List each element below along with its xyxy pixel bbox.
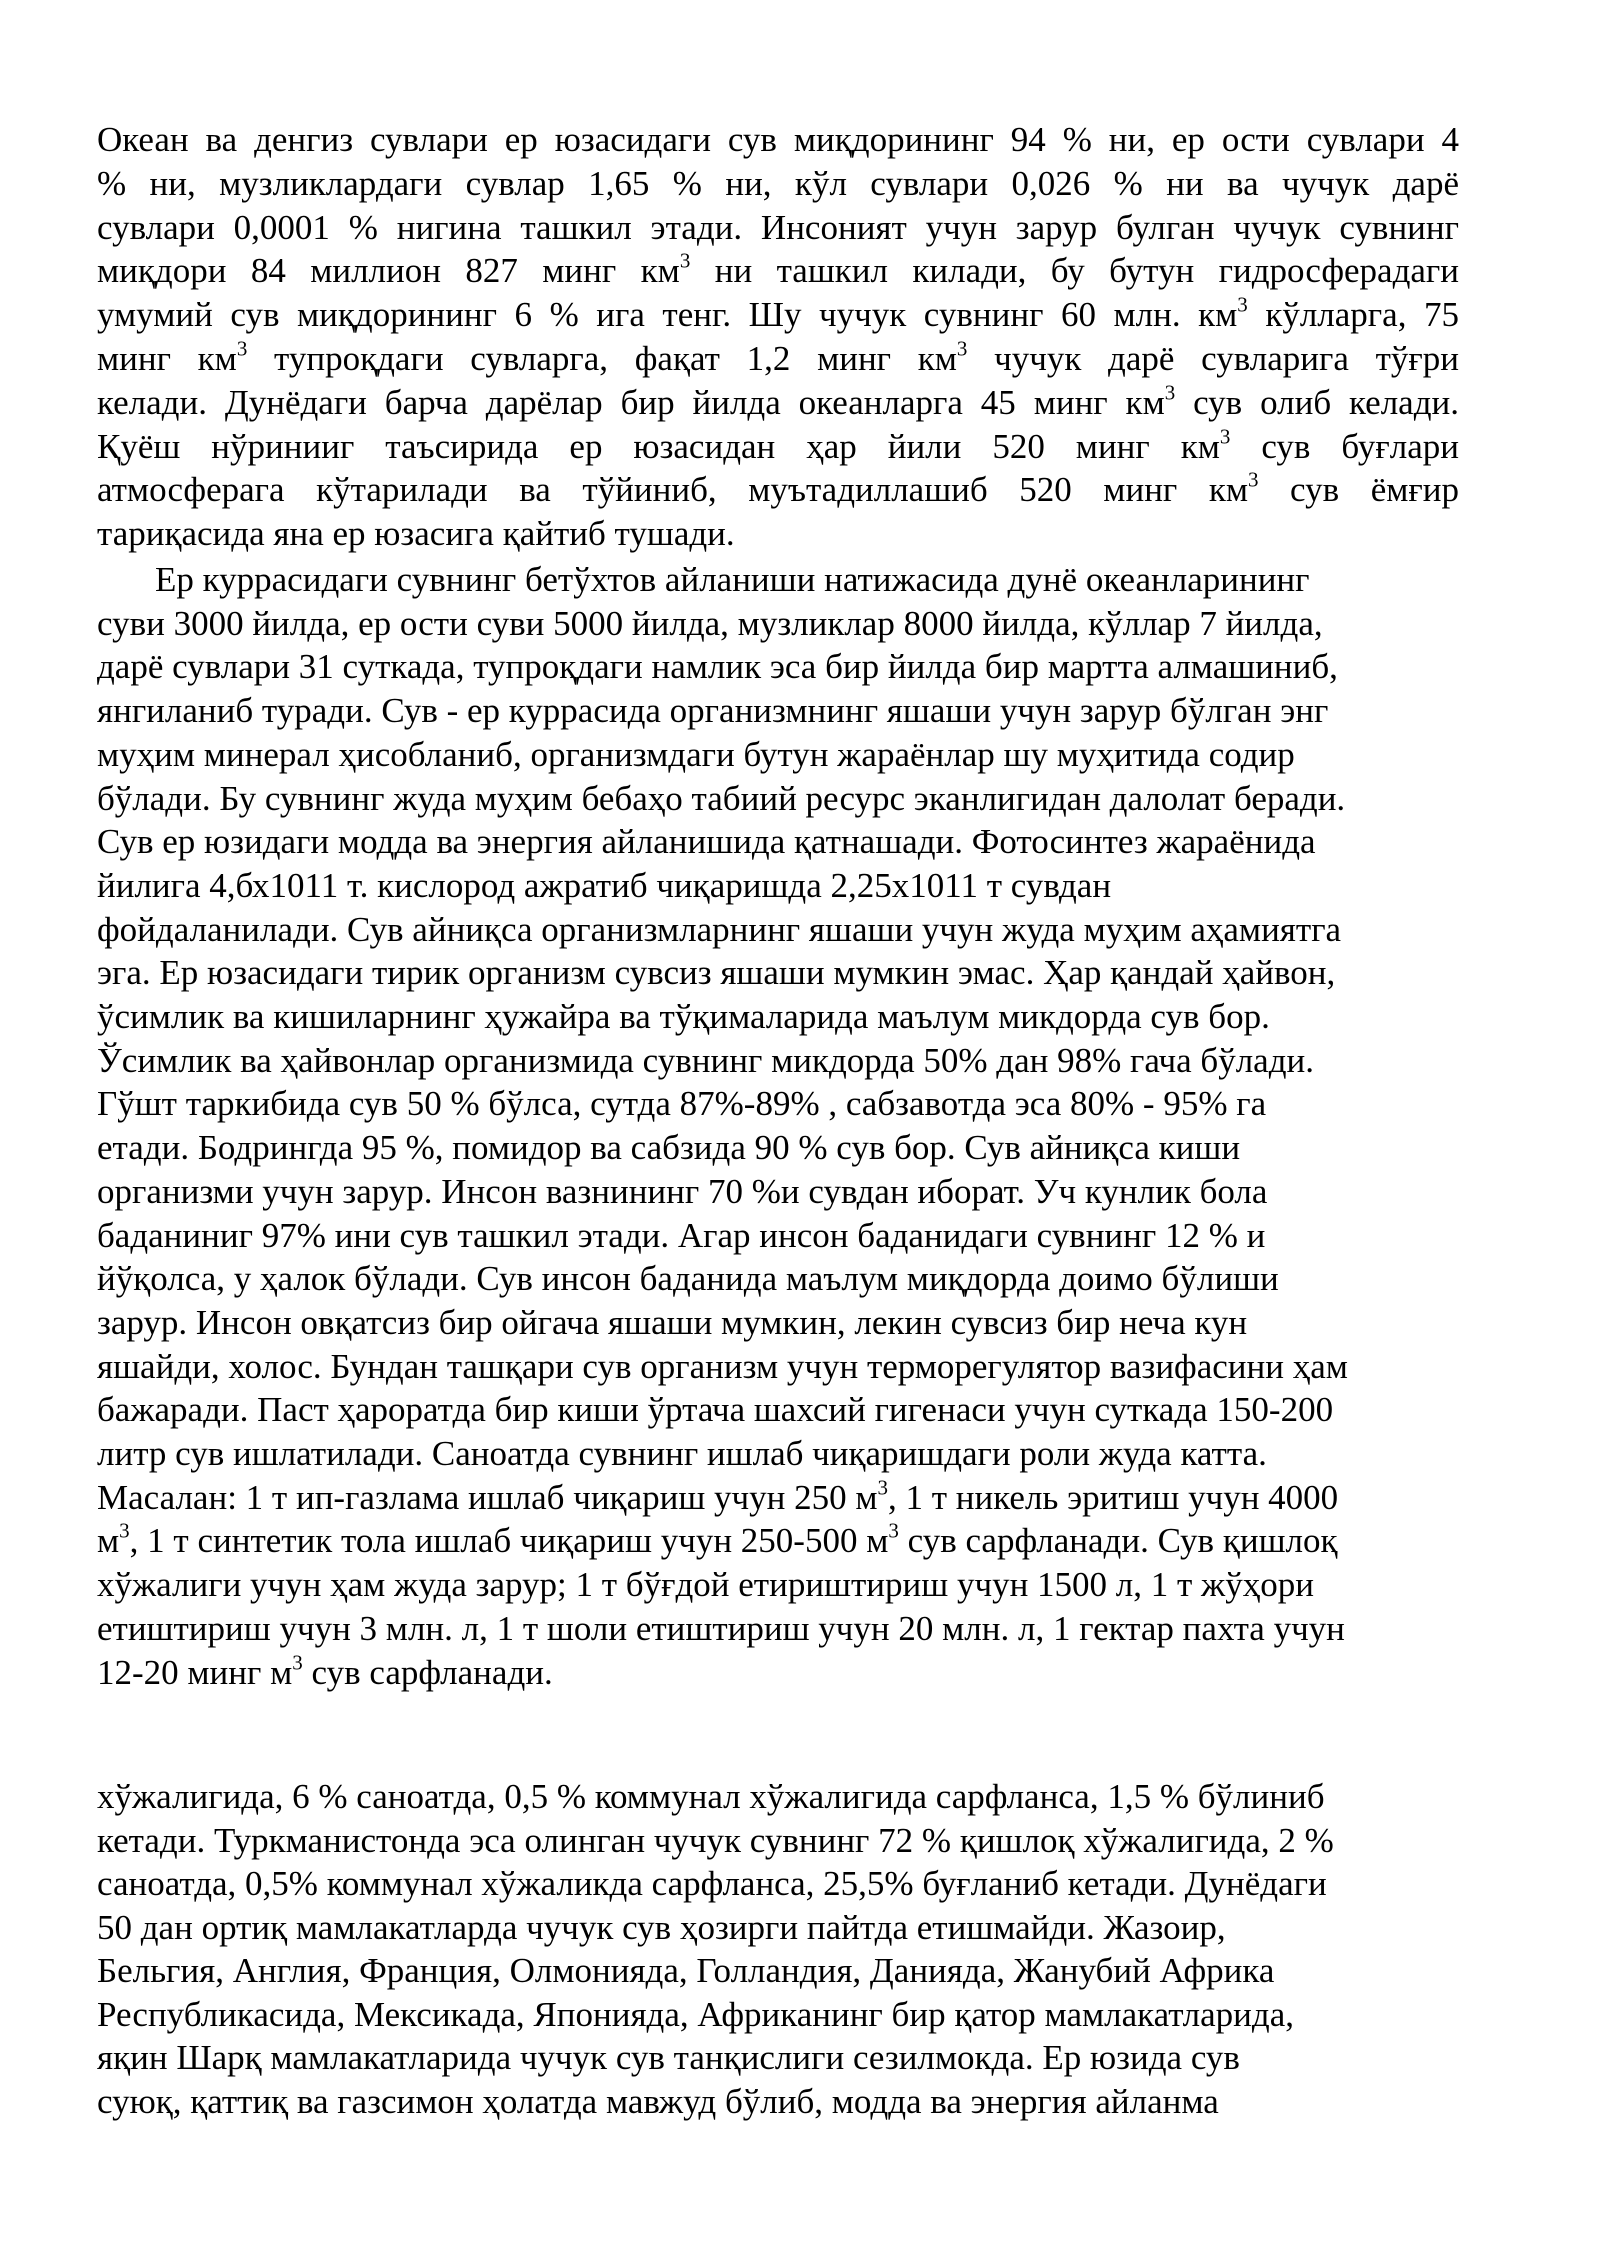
text-line (97, 602, 1459, 646)
text-line (97, 1651, 1459, 1695)
superscript: 3 (1248, 467, 1259, 492)
text-segment: йўқолса, у ҳалок бўлади. Сув инсон баданида маълум миқдорда доимо бўлиши (97, 1259, 1279, 1299)
text-line (97, 162, 1459, 206)
superscript: 3 (236, 336, 248, 361)
superscript: 3 (292, 1649, 303, 1674)
text-line (97, 951, 1459, 995)
text-line (97, 249, 1459, 293)
text-segment: ни ташкил килади, бу бутун гидросферадаги (690, 251, 1460, 291)
text-segment: зарур. Инсон овқатсиз бир ойгача яшаши мумкин, лекин сувсиз бир неча кун (97, 1302, 1248, 1342)
text-line (97, 1993, 1459, 2037)
superscript: 3 (679, 248, 691, 273)
text-line (97, 512, 1459, 556)
text-segment: м (97, 1521, 120, 1561)
text-line (97, 337, 1459, 381)
text-line (97, 1476, 1459, 1520)
text-line (97, 1214, 1459, 1258)
text-line (97, 1819, 1459, 1863)
text-segment: суюқ, қаттиқ ва газсимон ҳолатда мавжуд бўлиб, модда ва энергия айланма (97, 2081, 1219, 2121)
text-segment: Гўшт таркибида сув 50 % бўлса, сутда 87%-89% , сабзавотда эса 80% - 95% га (97, 1084, 1267, 1124)
superscript: 3 (119, 1518, 130, 1543)
text-line (97, 908, 1459, 952)
text-line (97, 1519, 1459, 1563)
text-segment: хўжалигида, 6 % саноатда, 0,5 % коммунал хўжалигида сарфланса, 1,5 % бўлиниб (97, 1777, 1325, 1816)
text-line (97, 1257, 1459, 1301)
text-segment: ўсимлик ва кишиларнинг ҳужайра ва тўқималарида маълум микдорда сув бор. (97, 997, 1270, 1037)
text-segment: Ер куррасидаги сувнинг бетўхтов айланиши натижасида дунё океанларининг (155, 560, 1310, 599)
text-line (97, 1563, 1459, 1607)
text-line (97, 1126, 1459, 1170)
text-line (97, 733, 1459, 777)
text-line (97, 425, 1459, 469)
text-segment: бўлади. Бу сувнинг жуда муҳим бебаҳо табиий ресурс эканлигидан далолат беради. (97, 778, 1346, 818)
text-segment: йилига 4,бх1011 т. кислород ажратиб чиқаришда 2,25х1011 т сувдан (97, 865, 1112, 905)
superscript: 3 (1219, 423, 1231, 448)
text-line (97, 2036, 1459, 2080)
text-segment: сув сарфланади. (302, 1652, 553, 1692)
text-line (97, 1082, 1459, 1126)
superscript: 3 (1164, 380, 1176, 405)
text-line (97, 293, 1459, 337)
text-segment: литр сув ишлатилади. Саноатда сувнинг ишлаб чиқаришдаги роли жуда катта. (97, 1434, 1267, 1474)
text-segment: сув ёмғир (1258, 470, 1459, 510)
text-line (97, 381, 1459, 425)
text-segment: Масалан: 1 т ип-газлама ишлаб чиқариш учун 250 м (97, 1477, 878, 1517)
text-segment: тариқасида яна ер юзасига қайтиб тушади. (97, 514, 735, 554)
text-line (97, 1607, 1459, 1651)
text-segment: эга. Ер юзасидаги тирик организм сувсиз яшаши мумкин эмас. Ҳар қандай ҳайвон, (97, 953, 1336, 993)
text-line (97, 689, 1459, 733)
text-line (97, 1301, 1459, 1345)
text-segment: Қуёш нўринииг таъсирида ер юзасидан ҳар йили 520 минг км (97, 426, 1220, 466)
superscript: 3 (956, 336, 968, 361)
text-segment: , 1 т никель эритиш учун 4000 (888, 1477, 1339, 1517)
text-segment: минг км (97, 338, 237, 378)
text-segment: етиштириш учун 3 млн. л, 1 т шоли етиштириш учун 20 млн. л, 1 гектар пахта учун (97, 1608, 1345, 1648)
text-line (97, 1345, 1459, 1389)
paragraph-2 (97, 558, 1459, 1694)
text-segment: Республикасида, Мексикада, Японияда, Африканинг бир қатор мамлакатларида, (97, 1994, 1294, 2034)
text-segment: Океан ва денгиз сувлари ер юзасидаги сув миқдорининг 94 % ни, ер ости сувлари 4 (97, 120, 1459, 159)
superscript: 3 (877, 1475, 889, 1500)
text-segment: миқдори 84 миллион 827 минг км (97, 251, 680, 291)
text-segment: сув сарфланади. Сув қишлоқ (898, 1521, 1338, 1561)
text-segment: етади. Бодрингда 95 %, помидор ва сабзида 90 % сув бор. Сув айниқса киши (97, 1128, 1241, 1168)
text-line (97, 1862, 1459, 1906)
superscript: 3 (888, 1518, 899, 1543)
text-segment: умумий сув миқдорининг 6 % ига тенг. Шу чучук сувнинг 60 млн. км (97, 295, 1238, 335)
text-line (97, 645, 1459, 689)
text-line (97, 1388, 1459, 1432)
text-segment: Сув ер юзидаги модда ва энергия айланишида қатнашади. Фотосинтез жараёнида (97, 822, 1316, 862)
text-segment: сувлари 0,0001 % нигина ташкил этади. Инсоният учун зарур булган чучук сувнинг (97, 207, 1459, 247)
paragraph-3 (97, 1775, 1459, 2123)
text-segment: сув олиб келади. (1175, 382, 1459, 422)
text-segment: хўжалиги учун ҳам жуда зарур; 1 т бўғдой етириштириш учун 1500 л, 1 т жўҳори (97, 1565, 1314, 1605)
text-line (97, 118, 1459, 162)
text-segment: % ни, музликлардаги сувлар 1,65 % ни, кўл сувлари 0,026 % ни ва чучук дарё (97, 163, 1459, 203)
text-segment: яқин Шарқ мамлакатларида чучук сув танқислиги сезилмокда. Ер юзида сув (97, 2038, 1240, 2077)
text-line (97, 995, 1459, 1039)
text-segment: яшайди, холос. Бундан ташқари сув организм учун терморегулятор вазифасини ҳам (97, 1346, 1348, 1386)
text-segment: сув буғлари (1230, 426, 1459, 466)
text-line (97, 2080, 1459, 2124)
text-line (97, 777, 1459, 821)
text-line (97, 1039, 1459, 1083)
text-segment: янгиланиб туради. Сув - ер куррасида организмнинг яшаши учун зарур бўлган энг (97, 691, 1329, 731)
text-segment: Ўсимлик ва ҳайвонлар организмида сувнинг микдорда 50% дан 98% гача бўлади. (97, 1040, 1315, 1080)
paragraph-1 (97, 118, 1459, 556)
text-line (97, 1170, 1459, 1214)
text-segment: бажаради. Паст ҳароратда бир киши ўртача шахсий гигенаси учун суткада 150-200 (97, 1390, 1334, 1430)
text-segment: дарё сувлари 31 суткада, тупроқдаги намлик эса бир йилда бир мартта алмашиниб, (97, 647, 1338, 687)
text-segment: организми учун зарур. Инсон вазнининг 70 %и сувдан иборат. Уч кунлик бола (97, 1171, 1268, 1211)
text-segment: 50 дан ортиқ мамлакатларда чучук сув ҳозирги пайтда етишмайди. Жазоир, (97, 1907, 1226, 1947)
text-segment: тупроқдаги сувларга, фақат 1,2 минг км (247, 338, 957, 378)
text-line (97, 1432, 1459, 1476)
superscript: 3 (1237, 292, 1248, 317)
text-segment: муҳим минерал ҳисобланиб, организмдаги бутун жараёнлар шу муҳитида содир (97, 734, 1295, 774)
text-segment: келади. Дунёдаги барча дарёлар бир йилда океанларга 45 минг км (97, 382, 1165, 422)
text-segment: кўлларга, 75 (1247, 295, 1459, 335)
text-segment: саноатда, 0,5% коммунал хўжаликда сарфланса, 25,5% буғланиб кетади. Дунёдаги (97, 1864, 1327, 1903)
text-line (97, 468, 1459, 512)
text-segment: фойдаланилади. Сув айниқса организмларнинг яшаши учун жуда муҳим аҳамиятга (97, 909, 1342, 949)
text-segment: 12-20 минг м (97, 1652, 293, 1692)
text-segment: чучук дарё сувларига тўғри (967, 338, 1460, 378)
text-line (97, 820, 1459, 864)
text-line (97, 1775, 1459, 1819)
text-line (97, 558, 1459, 602)
text-segment: суви 3000 йилда, ер ости суви 5000 йилда, музликлар 8000 йилда, кўллар 7 йилда, (97, 603, 1323, 643)
text-line (97, 864, 1459, 908)
text-line (97, 1906, 1459, 1950)
text-line (97, 206, 1459, 250)
text-segment: бадaниниг 97% ини сув ташкил этади. Агар инсон баданидаги сувнинг 12 % и (97, 1215, 1266, 1255)
text-segment: , 1 т синтетик тола ишлаб чиқариш учун 250-500 м (129, 1521, 889, 1561)
text-segment: Бельгия, Англия, Франция, Олмонияда, Голландия, Данияда, Жанубий Африка (97, 1951, 1275, 1990)
text-segment: атмосферага кўтарилади ва тўйиниб, муътадиллашиб 520 минг км (97, 470, 1248, 510)
text-segment: кетади. Туркманистонда эса олинган чучук сувнинг 72 % қишлоқ хўжалигида, 2 % (97, 1820, 1334, 1860)
text-line (97, 1949, 1459, 1993)
